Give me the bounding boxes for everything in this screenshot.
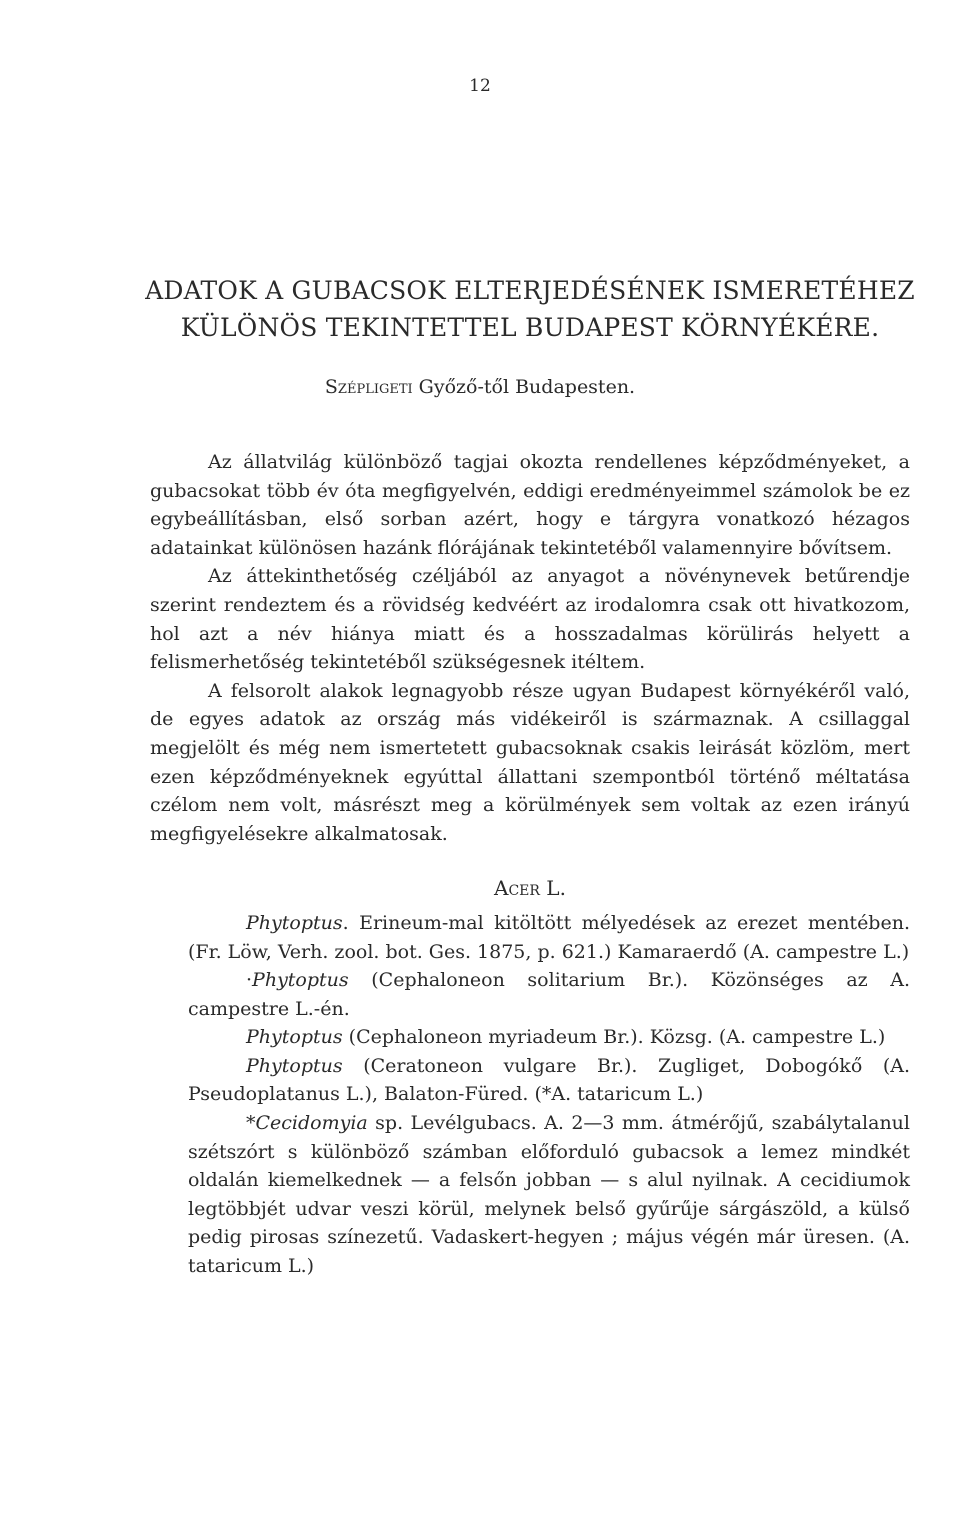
article-title	[140, 272, 920, 346]
genus-name: Cecidomyia	[255, 1112, 368, 1135]
species-entry: *Cecidomyia sp. Levélgubacs. A. 2—3 mm. átmérőjű, szabálytalanul szétszórt s különböző számban előforduló gubacsok a lemez mindkét oldalán kiemelkednek — a felsőn jobban — s alul nyilnak. A cecidiumok legtöbbjét udvar veszi körül, melynek belső gyűrűje sárgászöld, a külső pedig pirosas színezetű. Vadaskert-hegyen ; május végén már üresen. (A. tataricum L.)	[188, 1112, 910, 1278]
genus-name: Phytoptus	[246, 911, 343, 934]
species-entry: Phytoptus (Ceratoneon vulgare Br.). Zugliget, Dobogókő (A. Pseudoplatanus L.), Balaton-Füred. (*A. tataricum L.)	[188, 1054, 910, 1106]
title-line-1: ADATOK A GUBACSOK ELTERJEDÉSÉNEK ISMERETÉHEZ	[145, 276, 915, 305]
genus-name: Phytoptus	[246, 1026, 343, 1049]
species-entry: Phytoptus (Cephaloneon myriadeum Br.). Közsg. (A. campestre L.)	[246, 1026, 886, 1049]
species-entry: ·Phytoptus (Cephaloneon solitarium Br.). Közönséges az A. campestre L.-én.	[188, 969, 910, 1020]
species-entry: Phytoptus. Erineum-mal kitöltött mélyedések az erezet mentében. (Fr. Löw, Verh. zool. bot. Ges. 1875, p. 621.) Kamaraerdő (A. campestre L.)	[188, 911, 910, 963]
paragraph: Az állatvilág különböző tagjai okozta rendellenes képződményeket, a gubacsokat több év óta megfigyelvén, eddigi eredményeimmel számolok be ez egybeállításban, első sorban azért, hogy e tárgyra vonatkozó hézagos adatainkat különösen hazánk flórájának tekintetéből valamennyire bővítsem.	[150, 451, 910, 559]
paragraph: A felsorolt alakok legnagyobb része ugyan Budapest környékéről való, de egyes adatok az ország más vidékeiről is származnak. A csillaggal megjelölt és még nem ismertetett gubacsoknak csakis leirását közlöm, mert ezen képződményeknek egyúttal állattani szempontból történő méltatása czélom nem volt, másrészt meg a körülmények sem voltak az ezen irányú megfigyelésekre alkalmatosak.	[150, 679, 910, 845]
title-line-2: KÜLÖNÖS TEKINTETTEL BUDAPEST KÖRNYÉKÉRE.	[180, 313, 880, 342]
genus-name: Phytoptus	[246, 1054, 343, 1077]
author-line	[0, 376, 960, 398]
section-heading: Acer L.	[494, 876, 566, 901]
page-number: 12	[469, 76, 491, 96]
paragraph: Az áttekinthetőség czéljából az anyagot a növénynevek betűrendje szerint rendeztem és a rövidség kedvéért az irodalomra csak ott hivatkozom, hol azt a név hiánya miatt és a hosszadalmas körülirás helyett a felismerhetőség tekintetéből szükségesnek itéltem.	[150, 565, 910, 674]
genus-name: Phytoptus	[252, 969, 349, 992]
author-surname: Szépligeti	[324, 376, 413, 398]
author-rest: Győző-től Budapesten.	[412, 376, 636, 398]
article-body	[150, 448, 910, 1281]
